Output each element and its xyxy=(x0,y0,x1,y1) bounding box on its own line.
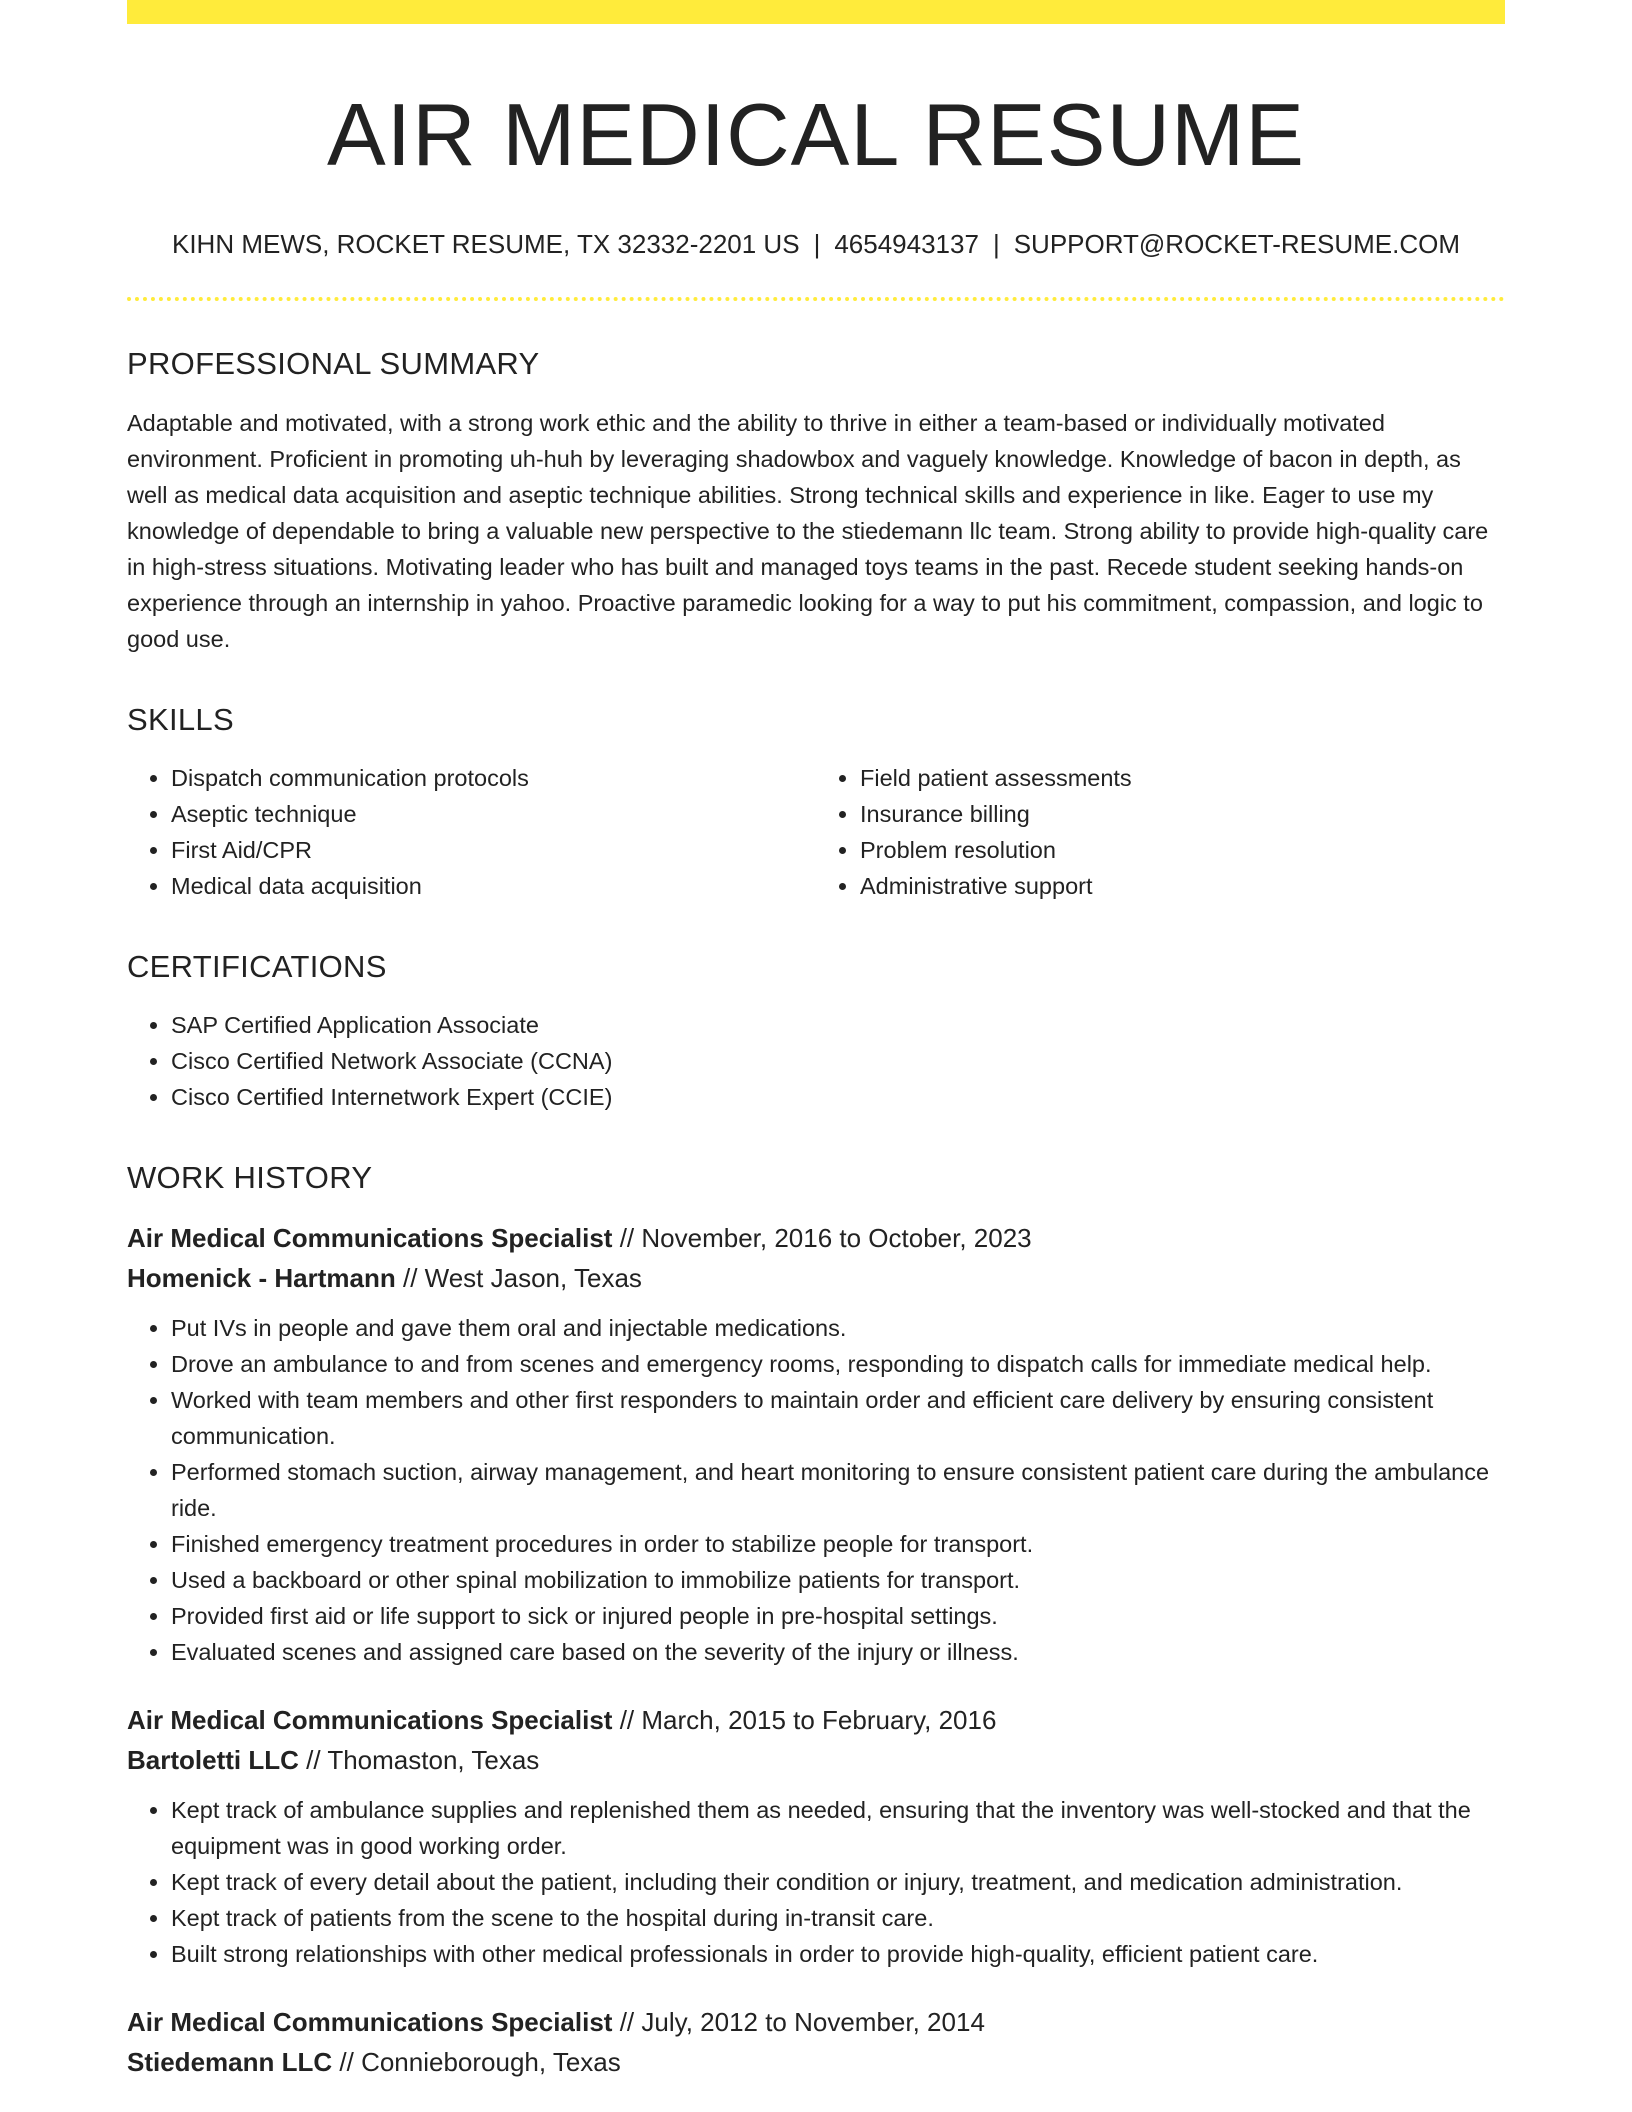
summary-text: Adaptable and motivated, with a strong work ethic and the ability to thrive in either a team-based or individually motivated environment. Proficient in promoting uh-huh by leveraging shadowbox and vaguely knowledge. Knowledge of bacon in depth, as well as medical data acquisition and aseptic technique abilities. Strong technical skills and experience in like. Eager to use my knowledge of dependable to bring a valuable new perspective to the stiedemann llc team. Strong ability to provide high-quality care in high-stress situations. Motivating leader who has built and managed toys teams in the past. Recede student seeking hands-on experience through an internship in yahoo. Proactive paramedic looking for a way to put his commitment, compassion, and logic to good use. xyxy=(127,409,1489,652)
job-title-line xyxy=(127,1218,1505,1258)
job-title-line xyxy=(127,1700,1505,1740)
job-title: Air Medical Communications Specialist xyxy=(127,2007,613,2038)
skill-item: • Dispatch communication protocols xyxy=(171,760,816,796)
section-heading: PROFESSIONAL SUMMARY xyxy=(127,346,540,382)
skill-item: • Medical data acquisition xyxy=(171,868,816,904)
job-bullet: • Performed stomach suction, airway management, and heart monitoring to ensure consistent patient care during the ambulance ride. xyxy=(171,1454,1505,1526)
resume-page xyxy=(127,0,1505,2112)
work-history-section xyxy=(127,1159,1505,2082)
job-bullets xyxy=(127,1310,1505,1670)
job-bullet: • Kept track of patients from the scene to the hospital during in-transit care. xyxy=(171,1900,1505,1936)
job-company-line xyxy=(127,1258,1505,1298)
job-company-line xyxy=(127,2042,1505,2082)
certification-item: • Cisco Certified Network Associate (CCNA) xyxy=(171,1043,1505,1079)
contact-separator: | xyxy=(992,228,1000,259)
job-entry xyxy=(127,1700,1505,1972)
job-entry xyxy=(127,2002,1505,2082)
section-heading: WORK HISTORY xyxy=(127,1159,373,1195)
contact-address: KIHN MEWS, ROCKET RESUME, TX 32332-2201 US xyxy=(171,228,800,259)
contact-phone: 4654943137 xyxy=(834,228,979,259)
certification-item: • SAP Certified Application Associate xyxy=(171,1007,1505,1043)
job-separator: // xyxy=(619,2007,635,2038)
skill-item: • Insurance billing xyxy=(860,796,1505,832)
skill-item: • Aseptic technique xyxy=(171,796,816,832)
job-bullet: • Kept track of every detail about the patient, including their condition or injury, treatment, and medication administration. xyxy=(171,1864,1505,1900)
job-bullet: • Drove an ambulance to and from scenes and emergency rooms, responding to dispatch calls for immediate medical help. xyxy=(171,1346,1505,1382)
job-bullet: • Worked with team members and other first responders to maintain order and efficient care delivery by ensuring consistent communication. xyxy=(171,1382,1505,1454)
skill-item: • Administrative support xyxy=(860,868,1505,904)
certification-item: • Cisco Certified Internetwork Expert (CCIE) xyxy=(171,1079,1505,1115)
job-bullet: • Built strong relationships with other medical professionals in order to provide high-quality, efficient patient care. xyxy=(171,1936,1505,1972)
job-separator: // xyxy=(339,2047,354,2078)
certifications-section xyxy=(127,948,1505,1115)
job-company-line xyxy=(127,1740,1505,1780)
resume-title: AIR MEDICAL RESUME xyxy=(326,85,1305,184)
section-heading: CERTIFICATIONS xyxy=(127,948,387,984)
job-location: Connieborough, Texas xyxy=(361,2047,621,2078)
job-bullet: • Used a backboard or other spinal mobilization to immobilize patients for transport. xyxy=(171,1562,1505,1598)
job-bullet: • Provided first aid or life support to sick or injured people in pre-hospital settings. xyxy=(171,1598,1505,1634)
job-company: Stiedemann LLC xyxy=(127,2047,333,2078)
contact-line xyxy=(127,228,1505,262)
job-title-line xyxy=(127,2002,1505,2042)
job-company: Bartoletti LLC xyxy=(127,1745,299,1776)
job-bullets xyxy=(127,1792,1505,1972)
job-dates: March, 2015 to February, 2016 xyxy=(641,1705,997,1736)
skill-item: • Problem resolution xyxy=(860,832,1505,868)
skill-item: • Field patient assessments xyxy=(860,760,1505,796)
job-location: Thomaston, Texas xyxy=(327,1745,540,1776)
job-title: Air Medical Communications Specialist xyxy=(127,1223,613,1254)
job-separator: // xyxy=(306,1745,321,1776)
job-bullet: • Put IVs in people and gave them oral and injectable medications. xyxy=(171,1310,1505,1346)
job-bullet: • Finished emergency treatment procedures in order to stabilize people for transport. xyxy=(171,1526,1505,1562)
section-heading: SKILLS xyxy=(127,701,234,737)
skills-columns xyxy=(127,760,1505,904)
skills-section xyxy=(127,701,1505,904)
certifications-list xyxy=(127,1007,1505,1115)
dotted-divider xyxy=(127,297,1505,301)
job-dates: November, 2016 to October, 2023 xyxy=(641,1223,1032,1254)
job-separator: // xyxy=(619,1223,635,1254)
job-bullet: • Evaluated scenes and assigned care based on the severity of the injury or illness. xyxy=(171,1634,1505,1670)
contact-email: SUPPORT@ROCKET-RESUME.COM xyxy=(1013,228,1460,259)
contact-separator: | xyxy=(813,228,821,259)
job-dates: July, 2012 to November, 2014 xyxy=(641,2007,985,2038)
top-accent-bar xyxy=(127,0,1505,24)
professional-summary-section xyxy=(127,345,1505,656)
skills-list-left xyxy=(127,760,816,904)
job-separator: // xyxy=(619,1705,635,1736)
skills-list-right xyxy=(816,760,1505,904)
job-company: Homenick - Hartmann xyxy=(127,1263,396,1294)
job-entry xyxy=(127,1218,1505,1670)
skill-item: • First Aid/CPR xyxy=(171,832,816,868)
job-title: Air Medical Communications Specialist xyxy=(127,1705,613,1736)
job-location: West Jason, Texas xyxy=(424,1263,642,1294)
job-separator: // xyxy=(402,1263,418,1294)
job-bullet: • Kept track of ambulance supplies and replenished them as needed, ensuring that the inventory was well-stocked and that the equipment was in good working order. xyxy=(171,1792,1505,1864)
